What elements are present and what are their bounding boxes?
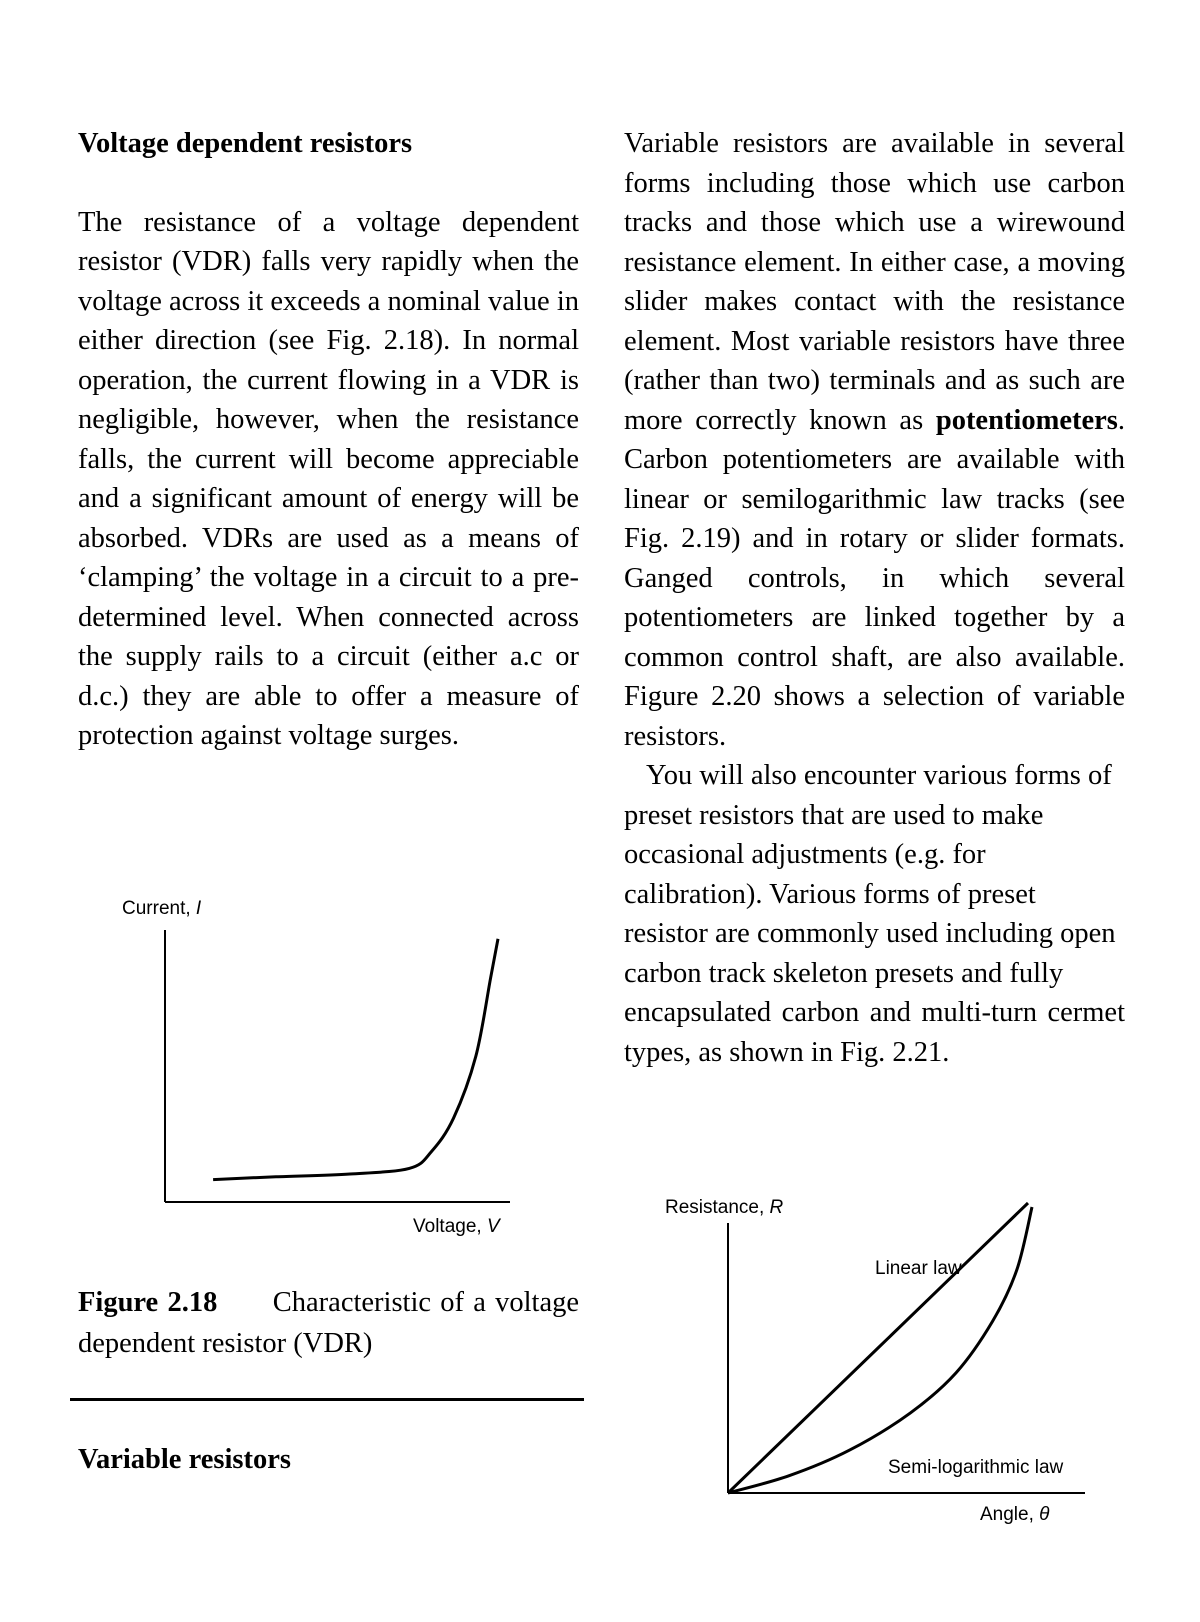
fig18-characteristic-curve [213, 939, 498, 1180]
section-heading-vdr: Voltage dependent resistors [78, 128, 413, 159]
fig19-x-label: Angle, θ [980, 1504, 1050, 1525]
left-column [78, 124, 579, 756]
figure-caption-text: Characteristic of a voltage dependent resistor (VDR) [78, 1287, 580, 1359]
preset-resistors-paragraph: You will also encounter various forms of preset resistors that are used to make occasional adjustments (e.g. for calibration). Various forms of preset resistor are commonly used including open carbon track skeleton presets and fully [624, 760, 1116, 989]
fig19-linear-law-label: Linear law [875, 1258, 962, 1279]
section-divider [70, 1398, 584, 1401]
fig19-semilog-law-label: Semi-logarithmic law [888, 1457, 1064, 1478]
right-column [624, 124, 1125, 1072]
para-text-start: Variable resistors are available in several forms including those which use carbon tracks and those which use a wirewound resistance element. In either case, a moving slider makes contact with the resistance element. Most variable resistors have three (rather than two) terminals and as such are more correctly known as [624, 128, 1125, 436]
fig18-x-label: Voltage, V [413, 1216, 500, 1237]
para-text-end: . Carbon potentiometers are available with linear or semilogarithmic law tracks (see Fig. 2.19) and in rotary or slider formats. Ganged controls, in which several potentiometers are linked together by a common control shaft, are also available. Figure 2.20 shows a selection of variable resistors. [624, 404, 1125, 752]
variable-resistors-paragraph [624, 124, 1125, 756]
figure-2-18-chart [110, 890, 530, 1240]
figure-2-18-caption [78, 1282, 579, 1364]
fig19-y-label: Resistance, R [665, 1197, 784, 1218]
figure-2-19-chart [660, 1195, 1100, 1525]
section-heading-variable-resistors: Variable resistors [78, 1444, 291, 1475]
figure-label: Figure 2.18 [78, 1287, 218, 1318]
fig18-y-label: Current, I [122, 898, 202, 919]
preset-resistors-continuation: encapsulated carbon and multi-turn cermet types, as shown in Fig. 2.21. [624, 997, 1125, 1068]
potentiometers-term: potentiometers [935, 404, 1118, 436]
vdr-paragraph: The resistance of a voltage dependent resistor (VDR) falls very rapidly when the voltage across it exceeds a nominal value in either direction (see Fig. 2.18). In normal operation, the current flowing in a VDR is negligible, however, when the resistance falls, the current will become appreciable and a significant amount of energy will be absorbed. VDRs are used as a means of ‘clamping’ the voltage in a circuit to a pre-determined level. When connected across the supply rails to a circuit (either a.c or d.c.) they are able to offer a measure of protection against voltage surges. [78, 206, 579, 751]
fig19-linear-law-line [728, 1203, 1028, 1493]
